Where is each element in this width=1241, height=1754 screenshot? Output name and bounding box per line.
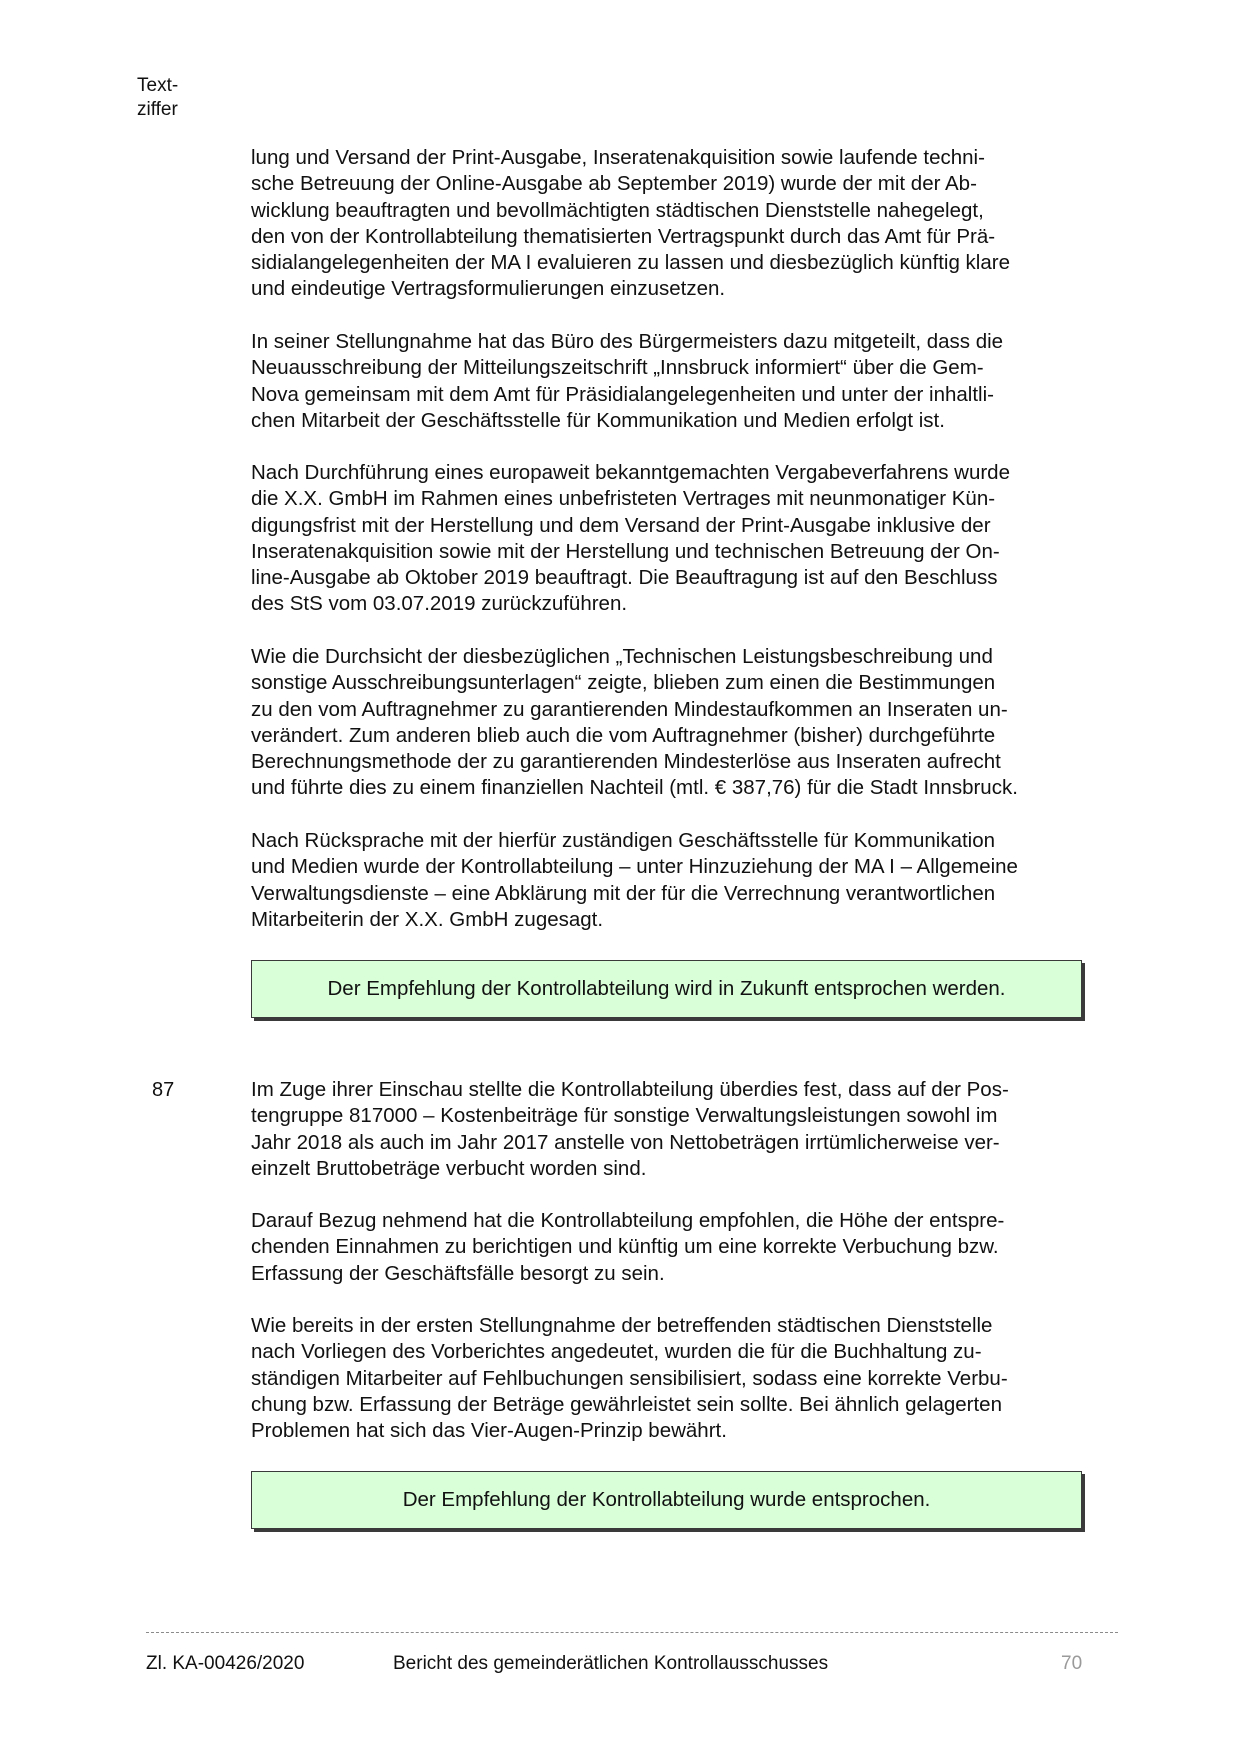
paragraph [251,145,1088,303]
text-line: In seiner Stellungnahme hat das Büro des Bürgermeisters dazu mitgeteilt, dass die [251,330,1004,353]
text-line: Erfassung der Geschäftsfälle besorgt zu sein. [251,1261,665,1285]
text-line: line-Ausgabe ab Oktober 2019 beauftragt. Die Beauftragung ist auf den Beschluss [251,566,998,590]
text-line: lung und Versand der Print-Ausgabe, Inseratenakquisition sowie laufende techni- [251,146,985,169]
page-number: 70 [1061,1653,1083,1674]
text-line: Im Zuge ihrer Einschau stellte die Kontrollabteilung überdies fest, dass auf der Pos- [251,1078,1009,1101]
footer-divider [146,1632,1118,1633]
paragraph [251,1077,1088,1182]
text-line: chen Mitarbeit der Geschäftsstelle für Kommunikation und Medien erfolgt ist. [251,408,945,432]
text-line: Nova gemeinsam mit dem Amt für Präsidialangelegenheiten und unter der inhaltli- [251,382,994,406]
recommendation-box [251,1471,1082,1529]
text-line: des StS vom 03.07.2019 zurückzuführen. [251,592,628,616]
text-line: sche Betreuung der Online-Ausgabe ab September 2019) wurde der mit der Ab- [251,172,977,196]
text-line: den von der Kontrollabteilung thematisierten Vertragspunkt durch das Amt für Prä- [251,224,996,248]
text-line: ständigen Mitarbeiter auf Fehlbuchungen sensibilisiert, sodass eine korrekte Verbu- [251,1366,1008,1390]
text-line: die X.X. GmbH im Rahmen eines unbefristeten Vertrages mit neunmonatiger Kün- [251,487,996,511]
text-line: Nach Rücksprache mit der hierfür zuständigen Geschäftsstelle für Kommunikation [251,829,996,852]
text-line: Berechnungsmethode der zu garantierenden Mindesterlöse aus Inseraten aufrecht [251,750,1001,774]
text-line: wicklung beauftragten und bevollmächtigten städtischen Dienststelle nahegelegt, [251,198,984,222]
text-line: Jahr 2018 als auch im Jahr 2017 anstelle von Nettobeträgen irrtümlicherweise ver- [251,1130,1000,1154]
text-line: digungsfrist mit der Herstellung und dem Versand der Print-Ausgabe inklusive der [251,513,991,537]
text-line: chenden Einnahmen zu berichtigen und künftig um eine korrekte Verbuchung bzw. [251,1235,999,1259]
recommendation-box [251,960,1082,1018]
text-line: und eindeutige Vertragsformulierungen einzusetzen. [251,277,726,301]
recommendation-text: Der Empfehlung der Kontrollabteilung wurde entsprochen. [402,1488,931,1511]
text-line: tengruppe 817000 – Kostenbeiträge für sonstige Verwaltungsleistungen sowohl im [251,1104,998,1128]
text-line: Darauf Bezug nehmend hat die Kontrollabteilung empfohlen, die Höhe der entspre- [251,1209,1005,1232]
text-line: Neuausschreibung der Mitteilungszeitschrift „Innsbruck informiert“ über die Gem- [251,356,984,380]
footer-reference: Zl. KA-00426/2020 [146,1653,305,1674]
paragraph [251,329,1088,434]
text-line: Inseratenakquisition sowie mit der Herstellung und technischen Betreuung der On- [251,539,1000,563]
recommendation-text: Der Empfehlung der Kontrollabteilung wird in Zukunft entsprochen werden. [327,977,1006,1000]
text-line: Wie die Durchsicht der diesbezüglichen „Technischen Leistungsbeschreibung und [251,645,993,668]
margin-label-line: Text- [137,75,179,96]
paragraph [251,828,1088,933]
paragraph [251,644,1088,802]
paragraph [251,460,1088,618]
paragraph [251,1208,1088,1287]
text-line: Wie bereits in der ersten Stellungnahme der betreffenden städtischen Dienststelle [251,1314,993,1337]
text-line: Mitarbeiterin der X.X. GmbH zugesagt. [251,907,604,931]
text-line: und Medien wurde der Kontrollabteilung – unter Hinzuziehung der MA I – Allgemeine [251,855,1018,879]
text-line: sonstige Ausschreibungsunterlagen“ zeigte, blieben zum einen die Bestimmungen [251,671,996,695]
text-line: und führte dies zu einem finanziellen Nachteil (mtl. € 387,76) für die Stadt Innsbruck. [251,776,1018,800]
margin-label-textziffer [137,74,178,122]
footer-title: Bericht des gemeinderätlichen Kontrollausschusses [393,1653,829,1674]
margin-label-line: ziffer [137,99,178,120]
text-line: sidialangelegenheiten der MA I evaluieren zu lassen und diesbezüglich künftig klare [251,251,1010,275]
text-line: Nach Durchführung eines europaweit bekanntgemachten Vergabeverfahrens wurde [251,461,1010,484]
textziffer-number: 87 [152,1079,175,1101]
text-line: Verwaltungsdienste – eine Abklärung mit der für die Verrechnung verantwortlichen [251,881,996,905]
text-line: zu den vom Auftragnehmer zu garantierenden Mindestaufkommen an Inseraten un- [251,697,1008,721]
text-line: chung bzw. Erfassung der Beträge gewährleistet sein sollte. Bei ähnlich gelagerten [251,1392,1002,1416]
text-line: verändert. Zum anderen blieb auch die vom Auftragnehmer (bisher) durchgeführte [251,723,996,747]
text-line: Problemen hat sich das Vier-Augen-Prinzip bewährt. [251,1419,727,1443]
text-line: einzelt Bruttobeträge verbucht worden sind. [251,1156,647,1180]
text-line: nach Vorliegen des Vorberichtes angedeutet, wurden die für die Buchhaltung zu- [251,1340,982,1364]
paragraph [251,1313,1088,1444]
